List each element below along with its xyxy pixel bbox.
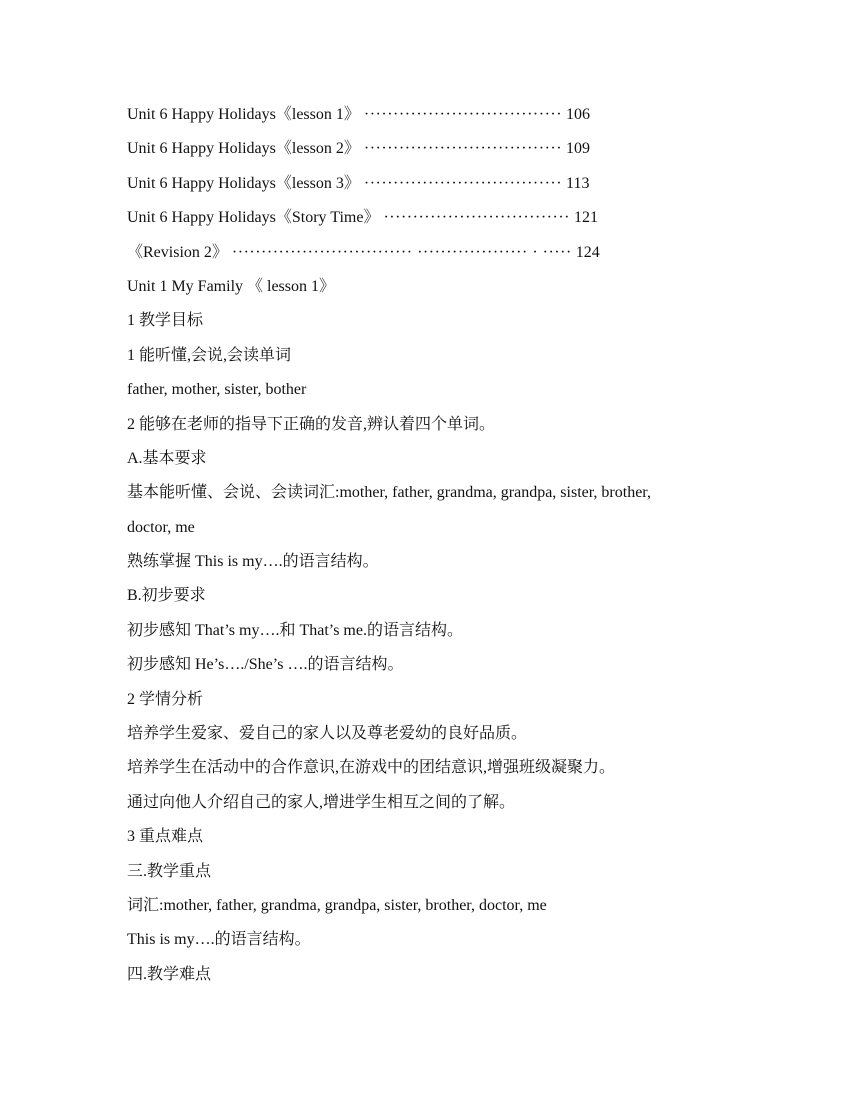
toc-leader: ······························· ··················· · ····· [231,243,572,261]
subheading-basic-requirements: A.基本要求 [127,449,207,467]
toc-entry[interactable] [127,132,747,166]
paragraph: 培养学生爱家、爱自己的家人以及尊老爱幼的良好品质。 [127,725,528,743]
toc-entry[interactable] [127,167,747,201]
subheading-teaching-difficulties: 四.教学难点 [127,965,212,983]
paragraph: This is my….的语言结构。 [127,931,311,949]
toc-title: 《Revision 2》 [127,243,228,261]
toc-title: Unit 6 Happy Holidays《lesson 1》 [127,106,360,123]
toc-title: Unit 6 Happy Holidays《lesson 3》 [127,174,360,192]
toc-page-number: 106 [566,106,591,123]
toc-leader: ·································· [363,106,563,123]
paragraph: 熟练掌握 This is my….的语言结构。 [127,553,379,571]
toc-title: Unit 6 Happy Holidays《lesson 2》 [127,140,360,158]
paragraph: 2 能够在老师的指导下正确的发音,辨认着四个单词。 [127,415,496,433]
paragraph: 词汇:mother, father, grandma, grandpa, sister, brother, doctor, me [127,896,547,914]
paragraph: 培养学生在活动中的合作意识,在游戏中的团结意识,增强班级凝聚力。 [127,759,616,777]
lesson-heading: Unit 1 My Family 《 lesson 1》 [127,277,336,295]
paragraph: 初步感知 He’s…./She’s ….的语言结构。 [127,656,404,674]
toc-entry[interactable] [127,98,747,132]
toc-leader: ·································· [363,174,563,192]
toc-page-number: 109 [566,140,591,158]
toc-title: Unit 6 Happy Holidays《Story Time》 [127,209,380,227]
document-page [127,98,747,992]
paragraph: 1 能听懂,会说,会读单词 [127,346,292,364]
toc-entry[interactable] [127,236,747,270]
paragraph: doctor, me [127,518,195,536]
paragraph: father, mother, sister, bother [127,381,307,399]
section-heading-key-points: 3 重点难点 [127,828,204,846]
paragraph: 基本能听懂、会说、会读词汇:mother, father, grandma, grandpa, sister, brother, [127,484,651,502]
toc-page-number: 124 [575,243,600,261]
toc-leader: ·································· [363,140,563,158]
section-heading-student-analysis: 2 学情分析 [127,690,204,708]
paragraph: 通过向他人介绍自己的家人,增进学生相互之间的了解。 [127,793,516,811]
subheading-preliminary-requirements: B.初步要求 [127,587,206,605]
toc-leader: ································ [383,209,570,227]
section-heading-teaching-goals: 1 教学目标 [127,312,204,330]
toc-page-number: 121 [573,209,598,227]
toc-page-number: 113 [566,174,590,192]
subheading-teaching-focus: 三.教学重点 [127,862,212,880]
toc-entry[interactable] [127,201,747,235]
paragraph: 初步感知 That’s my….和 That’s me.的语言结构。 [127,621,463,639]
